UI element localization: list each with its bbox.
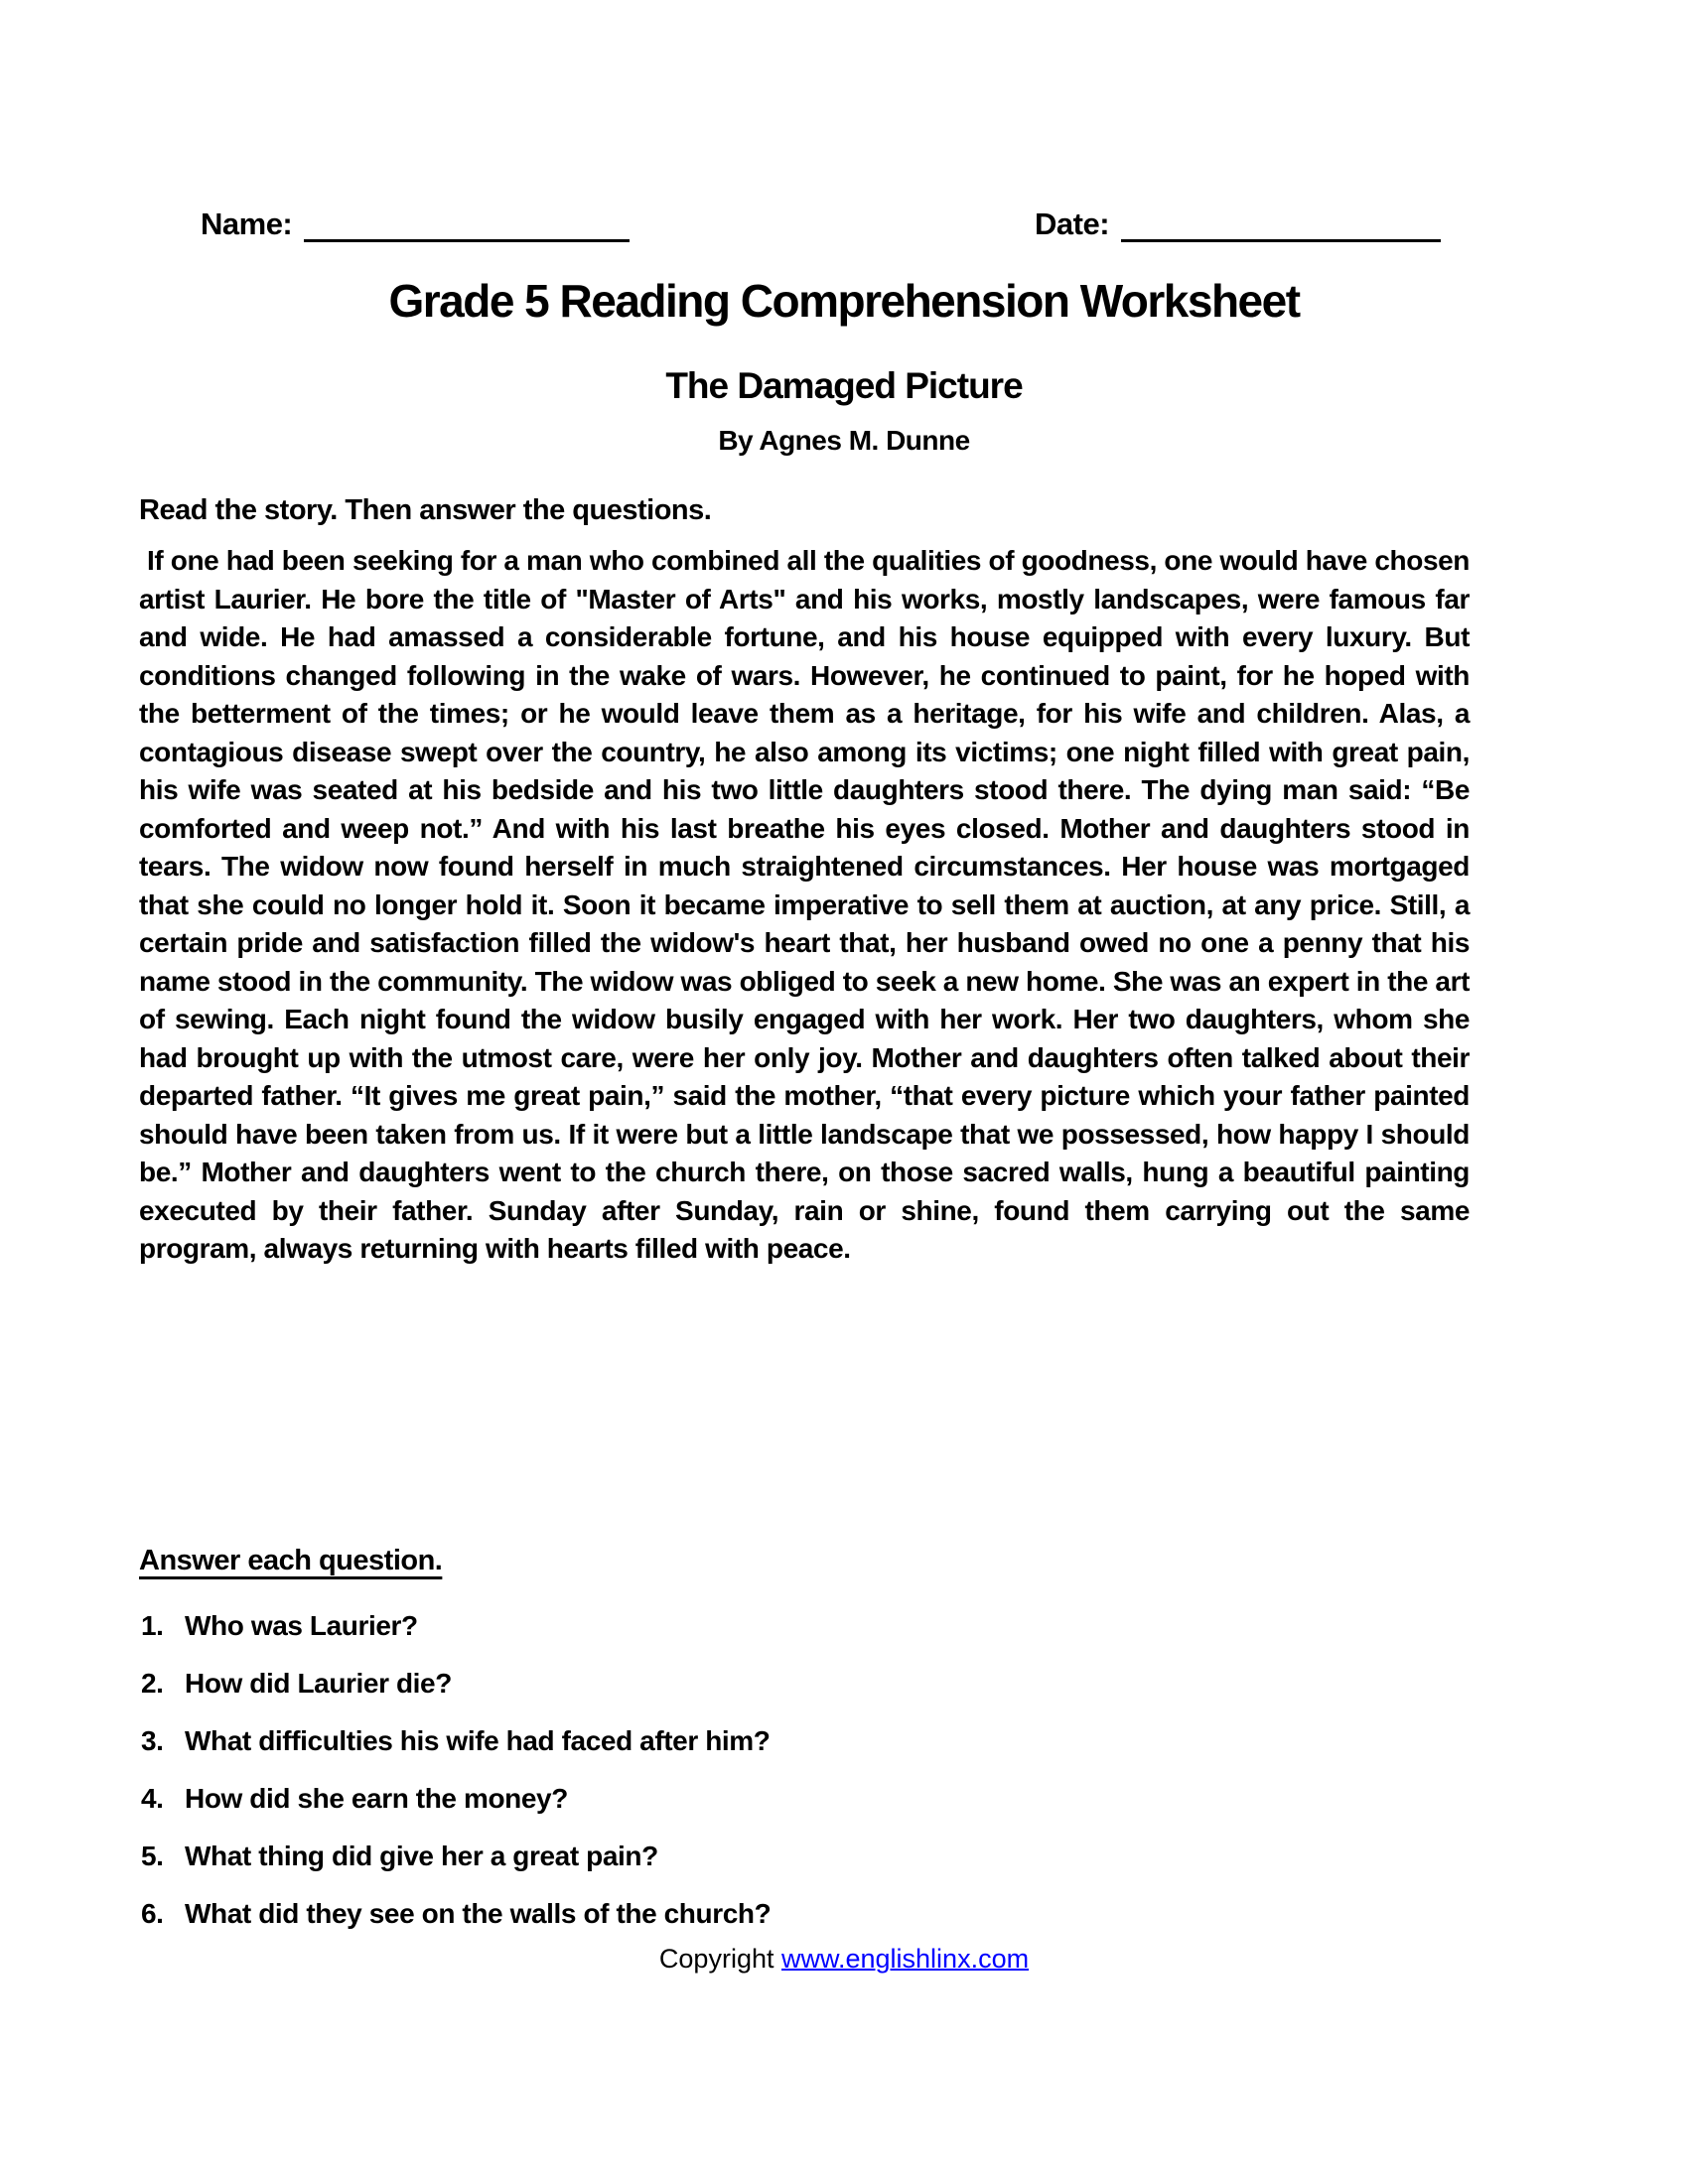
question-item-2 (141, 1668, 771, 1700)
story-instructions: Read the story. Then answer the questions. (139, 494, 712, 526)
question-text: What thing did give her a great pain? (185, 1841, 658, 1871)
question-number: 6. (141, 1898, 164, 1929)
question-number: 1. (141, 1610, 164, 1641)
questions-list (141, 1610, 771, 1956)
answer-questions-heading: Answer each question. (139, 1545, 443, 1576)
name-field-group (201, 206, 630, 242)
footer (0, 1944, 1688, 1975)
date-blank-line (1121, 207, 1441, 242)
date-label: Date: (1035, 206, 1110, 241)
question-text: What did they see on the walls of the church? (185, 1898, 772, 1929)
name-blank-line (304, 207, 630, 242)
question-item-4 (141, 1783, 771, 1815)
name-label: Name: (201, 206, 293, 241)
question-item-5 (141, 1841, 771, 1872)
question-number: 2. (141, 1668, 164, 1699)
question-item-3 (141, 1725, 771, 1757)
question-text: How did Laurier die? (185, 1668, 452, 1699)
question-number: 4. (141, 1783, 164, 1814)
question-item-1 (141, 1610, 771, 1642)
question-text: How did she earn the money? (185, 1783, 568, 1814)
question-text: Who was Laurier? (185, 1610, 418, 1641)
page-title: Grade 5 Reading Comprehension Worksheet (388, 275, 1300, 327)
question-number: 3. (141, 1725, 164, 1756)
question-text: What difficulties his wife had faced after him? (185, 1725, 771, 1756)
copyright-label: Copyright (658, 1944, 781, 1974)
date-field-group (1035, 206, 1441, 242)
story-byline: By Agnes M. Dunne (718, 425, 970, 456)
question-item-6 (141, 1898, 771, 1930)
story-title: The Damaged Picture (665, 365, 1023, 406)
question-number: 5. (141, 1841, 164, 1871)
story-text: If one had been seeking for a man who combined all the qualities of goodness, one would have chosen artist Laurier. He bore the title of "Master of Arts" and his works, mostly landscapes, were famous far and wide. He had amassed a considerable fortune, and his house equipped with every luxury. But conditions changed following in the wake of wars. However, he continued to paint, for he hoped with the betterment of the times; or he would leave them as a heritage, for his wife and children. Alas, a contagious disease swept over the country, he also among its victims; one night filled with great pain, his wife was seated at his bedside and his two little daughters stood there. The dying man said: “Be comforted and weep not.” And with his last breathe his eyes closed. Mother and daughters stood in tears. The widow now found herself in much straightened circumstances. Her house was mortgaged that she could no longer hold it. Soon it became imperative to sell them at auction, at any price. Still, a certain pride and satisfaction filled the widow's heart that, her husband owed no one a penny that his name stood in the community. The widow was obliged to seek a new home. She was an expert in the art of sewing. Each night found the widow busily engaged with her work. Her two daughters, whom she had brought up with the utmost care, were her only joy. Mother and daughters often talked about their departed father. “It gives me great pain,” said the mother, “that every picture which your father painted should have been taken from us. If it were but a little landscape that we possessed, how happy I should be.” Mother and daughters went to the church there, on those sacred walls, hung a beautiful painting executed by their father. Sunday after Sunday, rain or shine, found them carrying out the same program, always returning with hearts filled with peace. (139, 545, 1470, 1264)
copyright-link[interactable]: www.englishlinx.com (780, 1944, 1030, 1974)
